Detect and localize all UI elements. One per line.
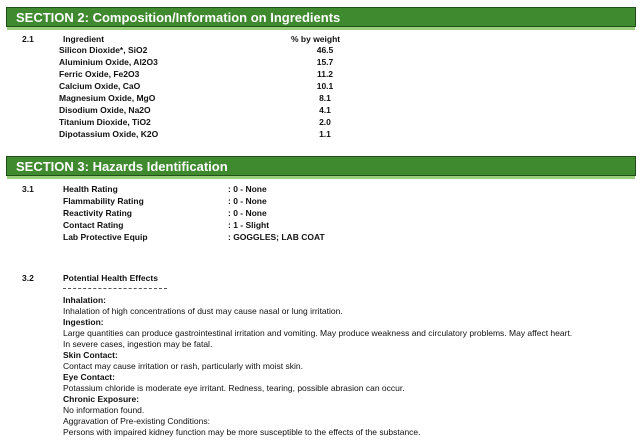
ingredient-weight: 8.1 xyxy=(319,93,331,103)
rating-value: : GOGGLES; LAB COAT xyxy=(228,232,325,242)
ingredient-weight: 2.0 xyxy=(319,117,331,127)
chronic-exposure-text: No information found. xyxy=(63,405,145,415)
eye-contact-label: Eye Contact: xyxy=(63,372,115,382)
rating-label: Reactivity Rating xyxy=(63,208,132,218)
weight-column-header: % by weight xyxy=(291,34,341,44)
ingredient-name: Disodium Oxide, Na2O xyxy=(59,105,151,115)
rating-value: : 0 - None xyxy=(228,196,267,206)
skin-contact-label: Skin Contact: xyxy=(63,350,118,360)
rating-value: : 1 - Slight xyxy=(228,220,270,230)
chronic-exposure-label: Chronic Exposure: xyxy=(63,394,140,404)
ingredient-weight: 4.1 xyxy=(319,105,331,115)
aggravation-label: Aggravation of Pre-existing Conditions: xyxy=(63,416,210,426)
ingredient-weight: 15.7 xyxy=(316,57,334,67)
ingestion-text: Large quantities can produce gastrointestinal irritation and vomiting. May produce weakness and circulatory problems. May affect heart. xyxy=(63,328,573,338)
ingredient-weight: 10.1 xyxy=(316,81,334,91)
ingredient-column-header: Ingredient xyxy=(63,34,105,44)
ingredient-name: Calcium Oxide, CaO xyxy=(59,81,141,91)
ingredient-name: Titanium Dioxide, TiO2 xyxy=(59,117,151,127)
eye-contact-text: Potassium chloride is moderate eye irritant. Redness, tearing, possible abrasion can occur. xyxy=(63,383,405,393)
effects-title: Potential Health Effects xyxy=(63,273,158,283)
rating-value: : 0 - None xyxy=(228,184,267,194)
inhalation-text: Inhalation of high concentrations of dust may cause nasal or lung irritation. xyxy=(63,306,343,316)
ingredient-weight: 1.1 xyxy=(319,129,331,139)
ingredient-name: Silicon Dioxide*, SiO2 xyxy=(59,45,148,55)
section-3-header: SECTION 3: Hazards Identification xyxy=(6,156,636,176)
aggravation-text: Persons with impaired kidney function may be more susceptible to the effects of the substance. xyxy=(63,427,421,437)
ingredient-weight: 11.2 xyxy=(316,69,334,79)
ingestion-text: In severe cases, ingestion may be fatal. xyxy=(63,339,213,349)
section-number: 3.2 xyxy=(22,273,34,283)
rating-value: : 0 - None xyxy=(228,208,267,218)
ingestion-label: Ingestion: xyxy=(63,317,104,327)
ingredient-name: Dipotassium Oxide, K2O xyxy=(59,129,159,139)
rating-label: Contact Rating xyxy=(63,220,124,230)
divider xyxy=(63,288,167,289)
skin-contact-text: Contact may cause irritation or rash, particularly with moist skin. xyxy=(63,361,303,371)
rating-label: Flammability Rating xyxy=(63,196,144,206)
rating-label: Lab Protective Equip xyxy=(63,232,148,242)
rating-label: Health Rating xyxy=(63,184,118,194)
ingredient-weight: 46.5 xyxy=(316,45,334,55)
ingredient-name: Ferric Oxide, Fe2O3 xyxy=(59,69,140,79)
ingredient-name: Aluminium Oxide, Al2O3 xyxy=(59,57,158,67)
ingredient-name: Magnesium Oxide, MgO xyxy=(59,93,156,103)
inhalation-label: Inhalation: xyxy=(63,295,106,305)
section-2-header: SECTION 2: Composition/Information on Ingredients xyxy=(6,7,636,27)
section-number: 2.1 xyxy=(22,34,34,44)
section-number: 3.1 xyxy=(22,184,34,194)
